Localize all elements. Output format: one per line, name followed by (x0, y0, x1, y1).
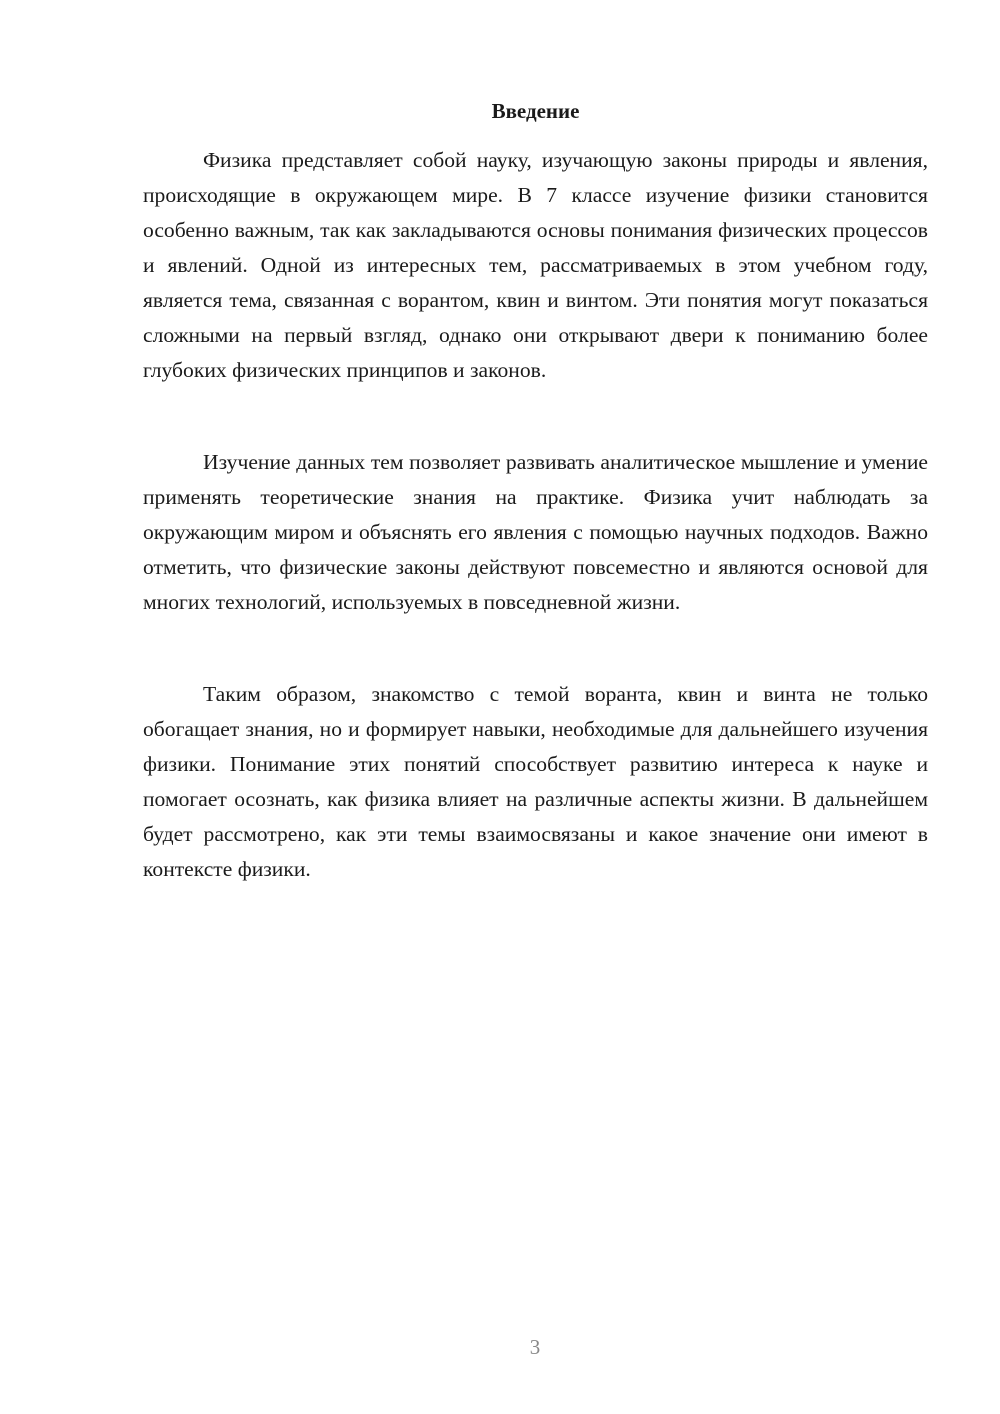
page-number: 3 (529, 1335, 541, 1359)
paragraph-1: Физика представляет собой науку, изучающую законы природы и явления, происходящие в окружающем мире. В 7 классе изучение физики становится особенно важным, так как закладываются основы понимания физических процессов и явлений. Одной из интересных тем, рассматриваемых в этом учебном году, является тема, связанная с ворантом, квин и винтом. Эти понятия могут показаться сложными на первый взгляд, однако они открывают двери к пониманию более глубоких физических принципов и законов. (143, 148, 928, 382)
page-title: Введение (491, 99, 580, 123)
paragraph-2: Изучение данных тем позволяет развивать аналитическое мышление и умение применять теоретические знания на практике. Физика учит наблюдать за окружающим миром и объяснять его явления с помощью научных подходов. Важно отметить, что физические законы действуют повсеместно и являются основой для многих технологий, используемых в повседневной жизни. (143, 450, 928, 614)
paragraph-3: Таким образом, знакомство с темой воранта, квин и винта не только обогащает знания, но и формирует навыки, необходимые для дальнейшего изучения физики. Понимание этих понятий способствует развитию интереса к науке и помогает осознать, как физика влияет на различные аспекты жизни. В дальнейшем будет рассмотрено, как эти темы взаимосвязаны и какое значение они имеют в контексте физики. (143, 682, 928, 881)
